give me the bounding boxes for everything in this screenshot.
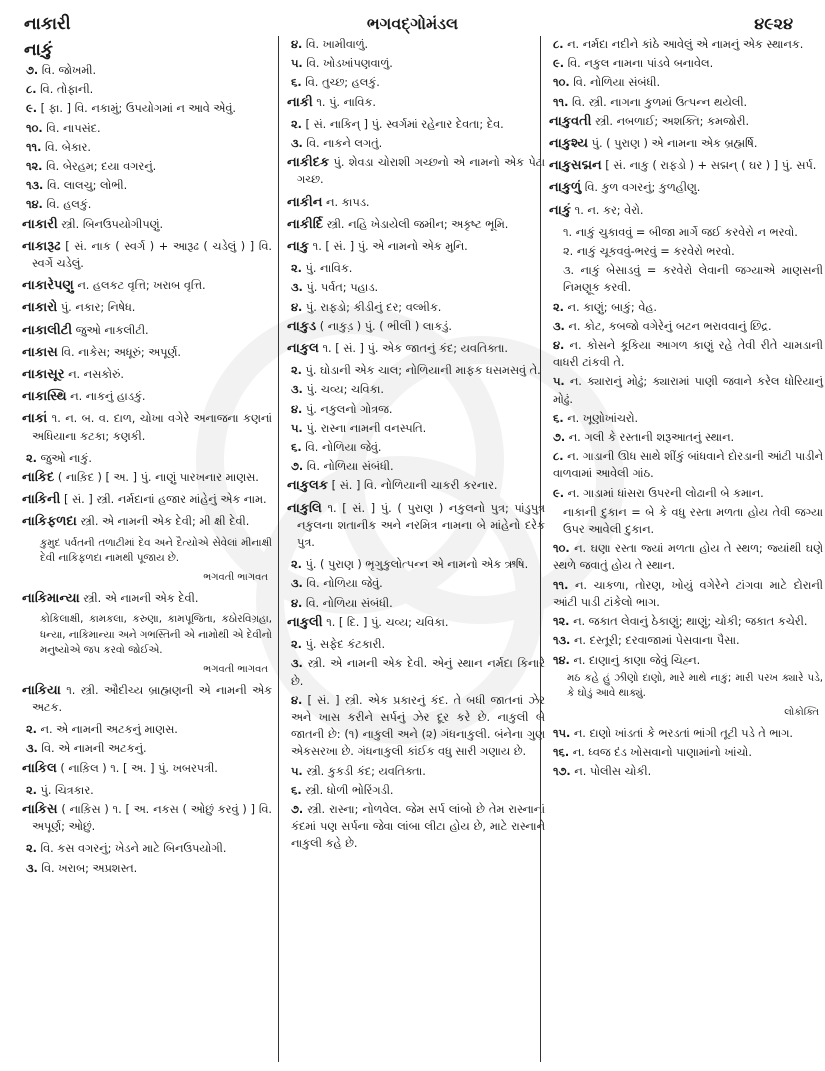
sense-text: વિ. નોળિયા જેવું.: [306, 577, 383, 591]
sense-item: [26, 158, 272, 175]
sense-text: પું. ચવ્ય; ચવિકા.: [306, 383, 384, 397]
sense-text: ન. દસ્તૂરી; દરવાજામાં પેસવાના પૈસા.: [573, 634, 740, 648]
sense-number: ૩.: [26, 742, 38, 756]
sense-number: ૧૪.: [26, 198, 43, 212]
sense-item: [553, 429, 823, 446]
column-2: [278, 36, 545, 1062]
sense-number: ૩.: [291, 137, 303, 151]
sense-item: [291, 782, 545, 799]
sense-text: ન. કાણું; બાકું; વેહ.: [567, 300, 657, 314]
sense-item: [26, 62, 272, 79]
dictionary-entry: [287, 94, 545, 111]
definition-text: ૧. સ્ત્રી. ઔદીચ્ય બ્રાહ્મણની એ નામની એક અટક.: [32, 683, 272, 714]
sense-text: વિ. કસ વગરનું; ખેડને માટે બિનઉપયોગી.: [40, 842, 227, 856]
sense-item: [553, 337, 823, 371]
sense-number: ૫.: [291, 57, 303, 71]
definition-text: ૧. [ સં. ] પું. એક જાતનું કંદ; યવતિક્તા.: [322, 342, 508, 356]
definition-text: ન. કાપડ.: [326, 195, 370, 209]
definition-text: વિ. કુળ વગરનું; કુળહીણુ.: [584, 181, 701, 195]
headword: નાકાસ્થિ: [22, 389, 67, 405]
dictionary-entry: [287, 318, 545, 335]
sense-item: [291, 135, 545, 152]
definition-text: સ્ત્રી. નહિ ખેડાયેલી જમીન; અકૃષ્ટ ભૂમિ.: [326, 217, 509, 231]
sense-item: [291, 260, 545, 277]
sense-text: પું. નાવિક.: [305, 262, 353, 276]
sense-item: [553, 577, 823, 611]
definition-text: ૧. [ દિ. ] પું. ચવ્ય; ચવિકા.: [326, 615, 449, 629]
column-3: [540, 36, 823, 1062]
sense-number: ૩.: [291, 383, 303, 397]
sense-item: [553, 410, 823, 427]
sense-text: પું. નકુલનો ગોત્રજ.: [305, 402, 393, 416]
dictionary-entry: [22, 216, 272, 233]
sense-number: ૨.: [291, 117, 302, 131]
dictionary-entry: [22, 344, 272, 361]
sense-number: ૨.: [26, 723, 37, 737]
sense-text: પું. ઘોડાની એક ચાલ; નોળિયાની માફક ધસમસવું તે.: [305, 364, 541, 378]
sense-item: [26, 81, 272, 98]
sense-number: ૧૨.: [553, 615, 570, 629]
definition-text: ૧. [ સં. ] પું. એ નામનો એક મુનિ.: [312, 240, 468, 254]
headword: નાકિલ: [22, 760, 57, 776]
definition-text: ( નાક઼િસ ) ૧. [ અ. નકસ ( ઓછું કરવું ) ] વિ. અપૂર્ણ; ઓછું.: [32, 803, 273, 834]
sense-text: વિ. ખામીવાળું.: [305, 38, 369, 51]
sense-item: [291, 401, 545, 418]
citation-quote: કોકિલાક્ષી, કામકલા, કરુણા, કામપૂજિતા, કઠોરવિગ્રહા, ધન્યા, નાકિમાન્યા અને ગભસ્તિની એ નામોથી એ દેવીનો મનુષ્યોએ જપ કરવો જોઈએ.: [40, 613, 272, 657]
definition-text: ( નાક઼િલ ) ૧. [ અ. ] પું. ખબરપત્રી.: [60, 761, 218, 775]
sense-text: ન. ઘણા રસ્તા જ્યાં મળતા હોય તે સ્થળ; જ્યાંથી ઘણે સ્થળે જવાતું હોય તે સ્થાન.: [553, 542, 824, 573]
sense-number: ૬.: [291, 76, 302, 90]
sense-item: [553, 632, 823, 649]
definition-text: ૧. પું. નાવિક.: [316, 95, 376, 109]
sense-text: સ્ત્રી. એ નામની એક દેવી. એનું સ્થાન નર્મદા કિનારે છે.: [291, 657, 546, 688]
sense-number: ૬.: [553, 411, 564, 425]
sense-number: ૧૦.: [553, 76, 570, 90]
sense-number: ૨.: [26, 842, 37, 856]
headword: નાકિયા: [22, 682, 61, 698]
sense-number: ૨.: [291, 558, 302, 572]
sense-number: ૫.: [291, 764, 303, 778]
definition-text: સ્ત્રી. નબળાઈ; અશક્તિ; કમજોરી.: [595, 114, 750, 128]
headword: નાકિમાન્યા: [22, 590, 80, 606]
sense-number: ૧૧.: [553, 95, 569, 109]
sense-text: સ્ત્રી. રાસ્ના; નોળવેલ. જેમ સર્પ લાંબો છે તેમ રાસ્નાનાં કંદમાં પણ સર્પના જેવા લાંબા લીટા હોય છે, માટે રાસ્નાને નાકુલી કહે છે.: [291, 802, 545, 851]
dictionary-entry: [22, 410, 272, 444]
sense-text: જુઓ નાકું.: [40, 451, 92, 465]
citation-source: લોકોક્તિ: [784, 706, 819, 718]
sense-item: [26, 177, 272, 194]
sense-number: ૩.: [553, 319, 565, 333]
sense-text: ન. જકાત લેવાનું ઠેકાણું; થાણું; ચોકી; જકાત કચેરી.: [573, 615, 808, 629]
sense-number: ૨.: [291, 364, 302, 378]
definition-text: પું. શેવડા ચોરાશી ગચ્છનો એ નામનો એક પેટા ગચ્છ.: [297, 156, 545, 187]
sense-text: વિ. ખરાબ; અપ્રશસ્ત.: [41, 861, 138, 875]
citation-source: ભગવતી ભાગવત: [203, 571, 268, 583]
headword: નાકુલ: [287, 341, 319, 357]
sense-text: ન. નર્મદા નદીને કાંઠે આવેલું એ નામનું એક સ્થાનક.: [567, 38, 804, 51]
sense-number: ૮.: [553, 38, 564, 51]
sense-item: [553, 74, 823, 91]
sense-item: [553, 448, 823, 482]
page-number: ૪૯૨૪: [754, 14, 793, 33]
definition-text: સ્ત્રી. બિનઉપયોગીપણું.: [61, 217, 164, 231]
sense-item: [553, 725, 823, 742]
definition-text: ન. હલકટ વૃત્તિ; ખરાબ વૃત્તિ.: [77, 279, 206, 293]
definition-text: પું. ( પુરાણ ) એ નામના એક બ્રહ્મર્ષિ.: [591, 137, 758, 151]
headword: નાકિફળદા: [22, 514, 77, 530]
sense-item: [553, 744, 823, 761]
sense-text: પું. રાસ્ના નામની વનસ્પતિ.: [306, 421, 427, 435]
sense-text: પું. સફેદ કંટકારી.: [305, 638, 386, 652]
sense-item: [553, 485, 823, 502]
sense-item: [553, 318, 823, 335]
sense-item: [291, 458, 545, 475]
sense-item: [291, 801, 545, 853]
sense-text: વિ. નોળિયા સંબંધી.: [573, 76, 661, 90]
sense-text: વિ. નોળિયા સંબંધી.: [306, 460, 394, 474]
sense-text: વિ. નોળિયા સંબંધી.: [305, 596, 393, 610]
sense-number: ૩.: [291, 281, 303, 295]
headword: નાકું: [549, 202, 572, 218]
dictionary-entry: [22, 366, 272, 383]
sense-number: ૨.: [291, 262, 302, 276]
idiom-phrase: ૧. નાકું ચુકાવવું = બીજા માર્ગે જઈ કરવેરો ન ભરવો.: [563, 225, 798, 239]
headword: નાકીદક: [287, 155, 330, 171]
headword: નાકીર્દિ: [287, 216, 323, 232]
dictionary-entry: [22, 322, 272, 339]
dictionary-columns: [22, 38, 824, 1062]
sense-number: ૧૧.: [553, 578, 569, 592]
sense-text: પું. રાફડો; કીડીનું દર; વલ્મીક.: [305, 300, 442, 314]
sense-item: [26, 196, 272, 213]
sense-text: વિ. નોળિયા જેવું.: [305, 441, 382, 455]
sense-item: [291, 692, 545, 761]
sense-item: [291, 362, 545, 379]
headword: નાકુડ: [287, 318, 317, 334]
sense-text: ન. કોટ, કબજો વગેરેનું બટન ભરાવવાનું છિદ્ર.: [568, 319, 772, 333]
sense-item: [553, 540, 823, 574]
dictionary-entry: [287, 216, 545, 233]
headword: નાકાસૂર: [22, 367, 65, 383]
sense-item: [553, 613, 823, 630]
sense-number: ૭.: [291, 802, 304, 816]
sense-number: ૫.: [291, 421, 303, 435]
definition-text: ૧. ન. કર; વેરો.: [574, 203, 644, 217]
dictionary-entry: [22, 299, 272, 316]
sense-number: ૯.: [26, 102, 37, 116]
sense-item: [291, 74, 545, 91]
sense-item: [26, 100, 272, 117]
dictionary-entry: [22, 238, 272, 272]
sense-number: ૧૪.: [553, 653, 570, 667]
sense-text: ન. એ નામની અટકનું માણસ.: [40, 723, 178, 737]
headword: નાકાલીટી: [22, 322, 73, 338]
dictionary-entry: [22, 760, 272, 777]
citation-quote: મઠ કહે હું ઝીણો દાણો, મારે માથે નાકું; મારી પરખ ક્યારે પડે, કે ઘોડું આવે થાક્યું.: [567, 671, 823, 700]
citation-quote: કુમુદ પર્વતની તળાટીમાં દેવ અને દૈત્યોએ સેવેલાં મીનાક્ષી દેવી નાકિફળદા નામથી પૂજાય છે.: [40, 536, 272, 565]
sense-text: [ સં. નાકિન્ ] પું. સ્વર્ગમાં રહેનાર દેવતા; દેવ.: [305, 117, 504, 131]
sense-text: વિ. એ નામની અટકનું.: [41, 742, 147, 756]
sense-text: વિ. લાલચુ; લોભી.: [46, 179, 128, 193]
sense-number: ૨.: [291, 638, 302, 652]
sense-text: વિ. ખોડખાંપણવાળું.: [306, 57, 393, 71]
sense-text: ન. ધ્વજ દંડ ખોસવાનો પાણામાંનો ખાંચો.: [572, 746, 752, 760]
sense-item: [291, 299, 545, 316]
sense-item: [26, 721, 272, 738]
headword: નાકારી: [22, 216, 58, 232]
headword: નાકુસદ્મન: [549, 158, 602, 174]
sense-item: [26, 782, 272, 799]
sense-number: ૧૧.: [26, 140, 42, 154]
sense-number: ૪.: [291, 596, 303, 610]
sense-number: ૭.: [553, 431, 566, 445]
sense-item: [291, 116, 545, 133]
sense-text: વિ. હલકું.: [46, 198, 92, 212]
sense-item: [291, 763, 545, 780]
sense-number: ૨.: [553, 300, 564, 314]
headword: નાકુળું: [549, 180, 582, 196]
dictionary-entry: [549, 179, 823, 196]
sense-item: [553, 652, 823, 669]
guide-word-first: નાકારી: [24, 14, 71, 34]
sense-item: [291, 595, 545, 612]
dictionary-entry: [287, 238, 545, 255]
sense-text: પું. ( પુરાણ ) ભૃગુકુલોત્પન્ન એ નામનો એક ઋષિ.: [305, 558, 529, 572]
definition-text: સ્ત્રી. એ નામની એક દેવી; મી ક્ષી દેવી.: [80, 515, 250, 529]
dictionary-entry: [287, 614, 545, 631]
sense-item: [291, 575, 545, 592]
page-header: [24, 14, 801, 38]
sense-number: ૮.: [553, 450, 564, 464]
dictionary-entry: [22, 513, 272, 530]
sense-item: [291, 636, 545, 653]
sense-number: ૮.: [26, 83, 37, 97]
sense-text: વિ. નાપસંદ.: [46, 121, 101, 135]
sense-text: ન. કોસને કૂકિયા આગળ કાણું રહે તેવી રીતે ચામડાની વાધરી ટાંકવી તે.: [553, 339, 823, 370]
sense-text: સ્ત્રી. કુકડી કંદ; યવતિક્તા.: [306, 764, 426, 778]
sense-item: [553, 373, 823, 407]
sense-number: ૩.: [291, 657, 303, 671]
sense-number: ૭.: [26, 64, 39, 77]
sense-text: ન. ક્યારાનું મોઢું; ક્યારામાં પાણી જવાને કરેલ ધોરિયાનું મોઢું.: [553, 375, 823, 406]
sense-item: [26, 840, 272, 857]
headword: નાકુવતી: [549, 113, 592, 129]
sense-text: પું. પર્વત; પહાડ.: [306, 281, 379, 295]
headword: નાકાં: [22, 411, 48, 427]
sense-text: [ ફા. ] વિ. નકામું; ઉપયોગમાં ન આવે એવું.: [40, 102, 236, 116]
dictionary-entry: [549, 202, 823, 219]
sense-item: [553, 94, 823, 111]
sense-text: પું. ચિત્રકાર.: [40, 783, 94, 797]
definition-text: [ સં. ] વિ. નોળિયાની ચાકરી કરનાર.: [331, 479, 498, 493]
sense-number: ૧૩.: [26, 179, 44, 193]
sense-item: [291, 55, 545, 72]
dictionary-entry: [287, 477, 545, 494]
headword: નાકુલક: [287, 478, 329, 494]
headword: નાકુલી: [287, 614, 323, 630]
sense-item: [291, 556, 545, 573]
definition-text: ન. નસકોરું.: [68, 368, 124, 382]
idiom-phrase: ૨. નાકું ચૂકવવું-ભરવું = કરવેરો ભરવો.: [563, 245, 735, 259]
definition-text: પું. નકાર; નિષેધ.: [60, 301, 136, 315]
sense-number: ૬.: [291, 783, 302, 797]
definition-text: ન. નાકનું હાડકું.: [70, 390, 146, 404]
dictionary-entry: [22, 277, 272, 294]
sense-item: [26, 450, 272, 467]
headword: નાકારૂઢ: [22, 238, 61, 254]
sense-number: ૧૫.: [553, 726, 571, 740]
sense-text: ન. ચાકળા, તોરણ, ખોયું વગેરેને ટાંગવા માટે દોરાની આંટી પાડી ટાંકેલો ભાગ.: [553, 578, 823, 609]
sense-number: ૧૦.: [26, 121, 43, 135]
sense-item: [553, 36, 823, 53]
sense-number: ૭.: [291, 460, 304, 474]
sense-text: ન. ખૂણોખાંચરો.: [567, 411, 639, 425]
dictionary-entry: [22, 801, 272, 835]
sense-item: [291, 36, 545, 53]
sense-number: ૧૭.: [553, 765, 571, 779]
sense-number: ૬.: [291, 441, 302, 455]
dictionary-entry: [549, 113, 823, 130]
headword: નાકિસ: [22, 802, 58, 817]
dictionary-entry: [22, 491, 272, 508]
sense-number: ૪.: [291, 300, 303, 314]
dictionary-entry: [22, 388, 272, 405]
sense-item: [291, 381, 545, 398]
sense-item: [26, 740, 272, 757]
sense-number: ૫.: [553, 375, 565, 389]
definition-text: જુઓ નાકલીટી.: [75, 323, 149, 337]
sense-number: ૧૬.: [553, 746, 570, 760]
sense-number: ૪.: [291, 693, 303, 707]
sense-text: વિ. જોખમી.: [41, 64, 97, 77]
dictionary-entry: [287, 194, 545, 211]
definition-text: સ્ત્રી. એ નામની એક દેવી.: [83, 591, 199, 605]
sense-item: [291, 420, 545, 437]
sense-text: ન. દાણો ખાંડતાં કે ભરડતાં ભાંગી તૂટી પડે તે ભાગ.: [573, 726, 794, 740]
sense-item: [553, 299, 823, 316]
guide-word-last: નાકું: [24, 40, 53, 60]
sense-text: વિ. નાકને લગતું.: [306, 137, 383, 151]
sense-number: ૪.: [291, 402, 303, 416]
book-title: ભગવદ્ગોમંડલ: [366, 14, 459, 33]
sense-text: વિ. સ્ત્રી. નાગના કુળમાં ઉત્પન્ન થયેલી.: [571, 95, 748, 109]
sense-number: ૪.: [291, 38, 303, 51]
sense-text: ન. ગાડાની ઊધ સાથે શીંકું બાંધવાને દોરડાની આંટી પાડીને વાળવામાં આવેલી ગાંઠ.: [553, 450, 823, 481]
headword: નાકિદ: [22, 470, 55, 486]
definition-text: [ સં. નાકુ ( રાફડો ) + સદ્મન્ ( ઘર ) ] પું. સર્પ.: [605, 159, 817, 173]
sense-item: [553, 55, 823, 72]
dictionary-entry: [287, 500, 545, 552]
headword: નાકુશ્ય: [549, 136, 589, 152]
sense-number: ૪.: [553, 339, 565, 353]
sense-item: [26, 120, 272, 137]
headword: નાકારો: [22, 300, 58, 316]
sense-item: [26, 860, 272, 877]
sense-number: ૧૨.: [26, 160, 43, 174]
sense-item: [291, 439, 545, 456]
definition-text: ( નાક઼િદ ) [ અ. ] પું. નાણું પારખનાર માણસ.: [57, 471, 259, 485]
dictionary-entry: [22, 469, 272, 486]
dictionary-entry: [287, 340, 545, 357]
sense-number: ૯.: [553, 57, 564, 71]
sense-number: ૨.: [26, 451, 37, 465]
sense-number: ૩.: [291, 577, 303, 591]
sense-text: [ સં. ] સ્ત્રી. એક પ્રકારનું કંદ. તે બધી જાતનાં ઝેર અને ખાસ કરીને સર્પનું ઝેર દૂર કરે છે. નાકુલી બે જાતની છે: (૧) નાકુલી અને (૨) ગંધનાકુલી. બંનેના ગુણ એકસરખા છે. ગંધનાકુલી કાંઈક વધુ સારી ગણાય છે.: [291, 693, 546, 759]
sense-text: વિ. બેકાર.: [44, 140, 91, 154]
sense-text: વિ. નકુલ નામના પાંડવે બનાવેલ.: [567, 57, 714, 71]
sense-number: ૨.: [26, 783, 37, 797]
headword: નાકાસ: [22, 344, 58, 360]
dictionary-entry: [287, 154, 545, 188]
definition-text: [ સં. નાક ( સ્વર્ગ ) + આરૂઢ ( ચડેલું ) ] વિ. સ્વર્ગે ચડેલું.: [32, 239, 272, 271]
definition-text: ( નાકુડ઼ ) પું. ( ભીલી ) લાકડું.: [319, 319, 452, 333]
sense-number: ૧૦.: [553, 542, 570, 556]
sense-item: [26, 139, 272, 156]
sense-text: વિ. બેરહમ; દયા વગરનું.: [46, 160, 157, 174]
sense-text: ન. ગલી કે રસ્તાની શરૂઆતનું સ્થાન.: [568, 431, 735, 445]
sense-item: [291, 655, 545, 689]
headword: નાકિની: [22, 492, 61, 508]
definition-text: ૧. ન. બ. વ. દાળ, ચોખા વગેરે અનાજના કણનાં અધિયાના કટકા; કણકી.: [32, 412, 273, 443]
headword: નાકુ: [287, 239, 310, 255]
headword: નાકી: [287, 94, 313, 110]
dictionary-entry: [22, 590, 272, 607]
sense-number: ૯.: [553, 486, 564, 500]
sense-item: [553, 763, 823, 780]
sense-text: ન. ગાડામાં ધાંસરા ઉપરની લોઢાની બે કમાન.: [567, 486, 764, 500]
sense-item: [291, 279, 545, 296]
dictionary-entry: [22, 682, 272, 716]
idiom-phrase: નાકાની દુકાન = બે કે વધુ રસ્તા મળતા હોય તેવી જગ્યા ઉપર આવેલી દુકાન.: [563, 505, 823, 537]
headword: નાકારેપણુ: [22, 278, 74, 294]
column-1: [22, 62, 272, 1062]
headword: નાકુલિ: [287, 500, 322, 516]
citation-source: ભગવતી ભાગવત: [203, 663, 268, 675]
definition-text: વિ. નાકેસ; અધૂરું; અપૂર્ણ.: [61, 345, 181, 359]
sense-text: ન. દાણાનું કાણા જેવું ચિહ્ન.: [573, 653, 701, 667]
sense-number: ૧૩.: [553, 634, 571, 648]
sense-text: ન. પોલીસ ચોકી.: [574, 765, 652, 779]
headword: નાકીન: [287, 194, 323, 210]
sense-text: વિ. તુચ્છ; હલકું.: [305, 76, 380, 90]
definition-text: [ સં. ] સ્ત્રી. નર્મદાનાં હજાર માંહેનું એક નામ.: [63, 493, 267, 507]
dictionary-entry: [549, 157, 823, 174]
idiom-phrase: ૩. નાકું બેસાડવું = કરવેરો લેવાની જગ્યાએ માણસની નિમણૂક કરવી.: [563, 264, 823, 295]
sense-text: વિ. તોફાની.: [40, 83, 94, 97]
dictionary-entry: [549, 135, 823, 152]
sense-text: સ્ત્રી. ધોળી ભોરિંગડી.: [305, 783, 394, 797]
sense-number: ૩.: [26, 861, 38, 875]
definition-text: ૧. [ સં. ] પું. ( પુરાણ ) નકુલનો પુત્ર; પાંડુપુત્ર નકુલના શતાનીક અને નરમિત્ર નામના બે માંહેનો દરેક પુત્ર.: [297, 501, 545, 550]
